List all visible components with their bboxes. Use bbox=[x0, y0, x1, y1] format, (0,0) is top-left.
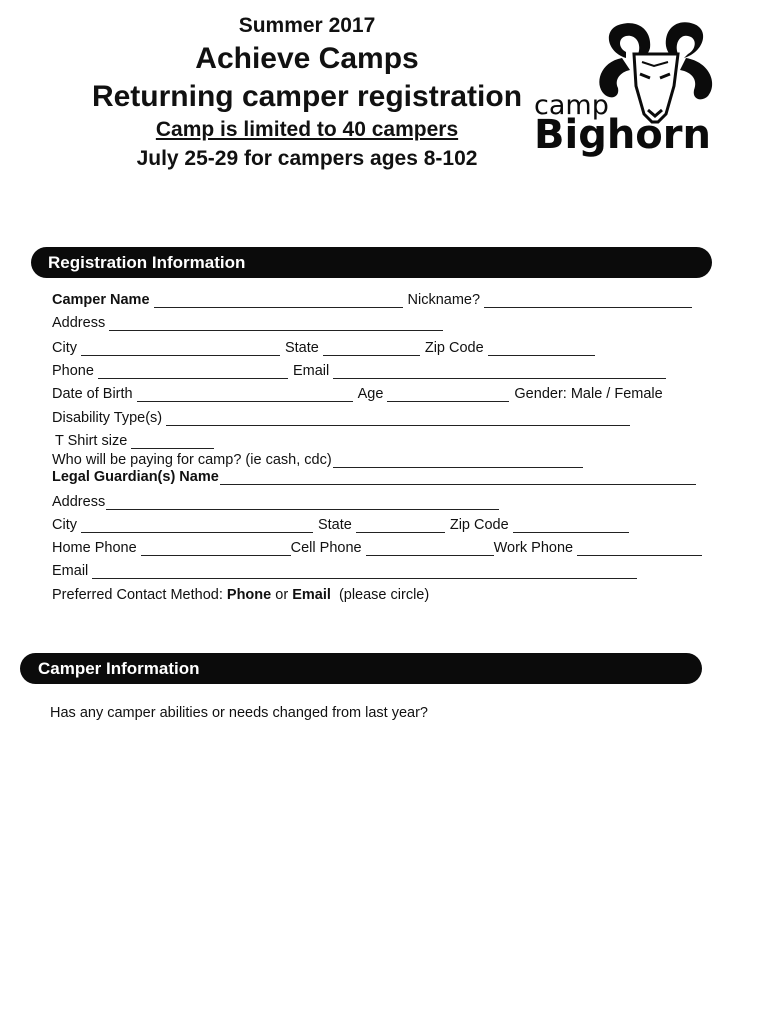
guardian-state-label: State bbox=[317, 517, 352, 533]
state-label: State bbox=[284, 340, 319, 356]
guardian-name-field[interactable] bbox=[220, 469, 696, 485]
camp-dates: July 25-29 for campers ages 8-102 bbox=[136, 147, 478, 170]
camper-name-field[interactable] bbox=[154, 292, 403, 308]
guardian-state-field[interactable] bbox=[356, 517, 445, 533]
zip-field[interactable] bbox=[488, 340, 595, 356]
payer-label: Who will be paying for camp? (ie cash, cdc) bbox=[52, 452, 332, 468]
guardian-address-label: Address bbox=[52, 494, 106, 510]
disability-field[interactable] bbox=[166, 410, 630, 426]
dob-label: Date of Birth bbox=[52, 386, 133, 402]
city-label: City bbox=[52, 340, 77, 356]
work-phone-field[interactable] bbox=[577, 540, 702, 556]
guardian-name-row bbox=[52, 467, 696, 487]
cell-phone-label: Cell Phone bbox=[290, 540, 362, 556]
email-label: Email bbox=[292, 363, 330, 379]
camper-name-label: Camper Name bbox=[52, 292, 150, 308]
preferred-contact-row bbox=[52, 585, 429, 605]
address-field[interactable] bbox=[109, 315, 443, 331]
disability-row bbox=[52, 408, 635, 428]
guardian-email-label: Email bbox=[52, 563, 89, 579]
capacity-note: Camp is limited to 40 campers bbox=[155, 118, 459, 141]
home-phone-label: Home Phone bbox=[52, 540, 137, 556]
abilities-changed-question: Has any camper abilities or needs changed from last year? bbox=[50, 705, 428, 721]
phone-label: Phone bbox=[52, 363, 94, 379]
age-field[interactable] bbox=[387, 386, 509, 402]
season-heading: Summer 2017 bbox=[238, 14, 376, 37]
address-row bbox=[52, 313, 448, 333]
form-title: Returning camper registration bbox=[91, 80, 523, 113]
age-label: Age bbox=[357, 386, 384, 402]
logo-word-bighorn: Bighorn bbox=[534, 112, 711, 158]
logo-word-camp: camp bbox=[534, 90, 609, 121]
preferred-contact-label: Preferred Contact Method: bbox=[52, 587, 223, 603]
guardian-zip-field[interactable] bbox=[513, 517, 629, 533]
contact-option-phone[interactable]: Phone bbox=[226, 587, 272, 603]
tshirt-row bbox=[55, 431, 219, 451]
camper-name-row bbox=[52, 290, 697, 310]
camper-section-header: Camper Information bbox=[20, 653, 702, 684]
city-state-zip-row bbox=[52, 338, 600, 358]
nickname-label: Nickname? bbox=[407, 292, 481, 308]
address-label: Address bbox=[52, 315, 106, 331]
email-field[interactable] bbox=[333, 363, 666, 379]
dob-field[interactable] bbox=[137, 386, 353, 402]
phone-field[interactable] bbox=[98, 363, 288, 379]
guardian-city-state-zip-row bbox=[52, 515, 634, 535]
ram-head-icon bbox=[599, 22, 712, 122]
payer-field[interactable] bbox=[333, 452, 583, 468]
guardian-zip-label: Zip Code bbox=[449, 517, 509, 533]
guardian-city-field[interactable] bbox=[81, 517, 313, 533]
home-phone-field[interactable] bbox=[141, 540, 291, 556]
program-title: Achieve Camps bbox=[195, 42, 419, 75]
state-field[interactable] bbox=[323, 340, 420, 356]
contact-or-text: or bbox=[275, 587, 289, 603]
guardian-address-row bbox=[52, 492, 499, 512]
guardian-phones-row bbox=[52, 538, 707, 558]
guardian-city-label: City bbox=[52, 517, 77, 533]
city-field[interactable] bbox=[81, 340, 280, 356]
nickname-field[interactable] bbox=[484, 292, 692, 308]
tshirt-label: T Shirt size bbox=[55, 433, 128, 449]
phone-email-row bbox=[52, 361, 671, 381]
zip-label: Zip Code bbox=[424, 340, 484, 356]
gender-label: Gender: Male / Female bbox=[514, 386, 663, 402]
tshirt-field[interactable] bbox=[131, 433, 214, 449]
cell-phone-field[interactable] bbox=[366, 540, 494, 556]
work-phone-label: Work Phone bbox=[493, 540, 574, 556]
camp-bighorn-logo bbox=[534, 18, 734, 160]
guardian-email-field[interactable] bbox=[92, 563, 637, 579]
guardian-address-field[interactable] bbox=[106, 494, 499, 510]
dob-age-gender-row bbox=[52, 384, 663, 404]
please-circle-note: (please circle) bbox=[338, 587, 430, 603]
contact-option-email[interactable]: Email bbox=[292, 587, 331, 603]
registration-section-header: Registration Information bbox=[31, 247, 712, 278]
guardian-name-label: Legal Guardian(s) Name bbox=[52, 469, 219, 485]
guardian-email-row bbox=[52, 561, 642, 581]
disability-label: Disability Type(s) bbox=[52, 410, 163, 426]
